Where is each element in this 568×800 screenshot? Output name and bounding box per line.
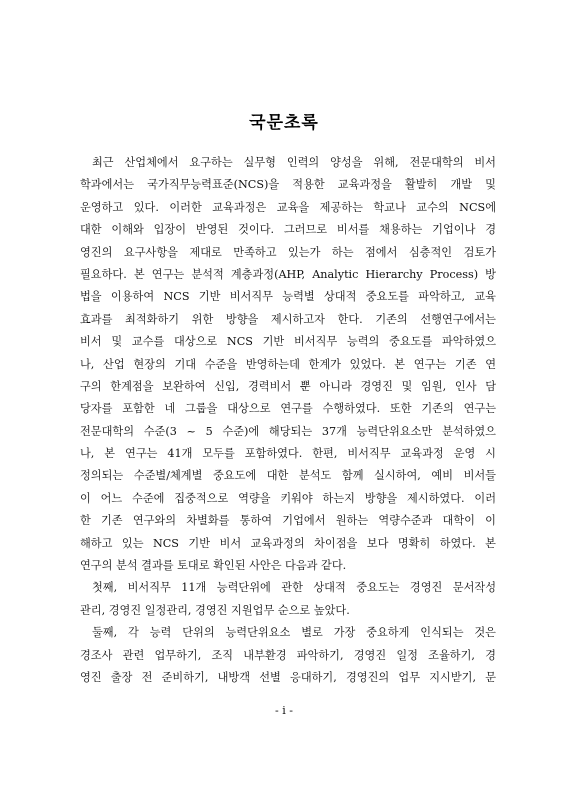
text-line: 학과에서는 국가직무능력표준(NCS)을 적용한 교육과정을 활발히 개발 및 xyxy=(80,178,496,192)
text-line: 당자를 포함한 네 그룹을 대상으로 연구를 수행하였다. 또한 기존의 연구는 xyxy=(80,402,496,416)
text-line: 첫째, 비서직무 11개 능력단위에 관한 상대적 중요도는 경영진 문서작성 xyxy=(92,581,496,595)
text-line: 관리, 경영진 일정관리, 경영진 지원업무 순으로 높았다. xyxy=(80,603,350,617)
text-line: 전문대학의 수준(3 ~ 5 수준)에 해당되는 37개 능력단위요소만 분석하였으 xyxy=(80,424,496,438)
text-line: 경조사 관련 업무하기, 조직 내부환경 파악하기, 경영진 일정 조율하기, 경 xyxy=(80,648,496,662)
text-line: 해하고 있는 NCS 기반 비서 교육과정의 차이점을 보다 명확히 하였다. 본 xyxy=(80,536,496,550)
text-line: 법을 이용하여 NCS 기반 비서직무 능력별 상대적 중요도를 파악하고, 교육 xyxy=(80,290,496,304)
page-number: - i - xyxy=(275,704,293,717)
text-line: 둘째, 각 능력 단위의 능력단위요소 별로 가장 중요하게 인식되는 것은 xyxy=(92,626,496,640)
text-line: 비서 및 교수를 대상으로 NCS 기반 비서직무 능력의 중요도를 파악하였으 xyxy=(80,335,496,349)
text-line: 효과를 최적화하기 위한 방향을 제시하고자 한다. 기존의 선행연구에서는 xyxy=(80,312,496,326)
text-line: 한 기존 연구와의 차별화를 통하여 기업에서 원하는 역량수준과 대학이 이 xyxy=(80,514,496,528)
text-line: 정의되는 수준별/체계별 중요도에 대한 분석도 함께 실시하여, 예비 비서들 xyxy=(80,469,496,483)
text-line: 나, 산업 현장의 기대 수준을 반영하는데 한계가 있었다. 본 연구는 기존 연 xyxy=(80,357,496,371)
text-line: 필요하다. 본 연구는 분석적 계층과정(AHP, Analytic Hierarchy Process) 방 xyxy=(80,267,496,281)
text-line: 구의 한계점을 보완하여 신입, 경력비서 뿐 아니라 경영진 및 임원, 인사 담 xyxy=(80,379,496,393)
text-line: 이 어느 수준에 집중적으로 역량을 키워야 하는지 방향을 제시하였다. 이러 xyxy=(80,491,496,505)
text-line: 대한 이해와 입장이 반영된 것이다. 그러므로 비서를 채용하는 기업이나 경 xyxy=(80,223,496,237)
page-title: 국문초록 xyxy=(249,113,319,133)
abstract-body xyxy=(80,152,496,689)
text-line: 영진 출장 전 준비하기, 내방객 선별 응대하기, 경영진의 업무 지시받기, 문 xyxy=(80,670,496,684)
text-line: 최근 산업체에서 요구하는 실무형 인력의 양성을 위해, 전문대학의 비서 xyxy=(92,156,496,169)
text-line: 나, 본 연구는 41개 모두를 포함하였다. 한편, 비서직무 교육과정 운영 시 xyxy=(80,447,496,461)
text-line: 연구의 분석 결과를 토대로 확인된 사안은 다음과 같다. xyxy=(80,559,347,573)
text-line: 운영하고 있다. 이러한 교육과정은 교육을 제공하는 학교나 교수의 NCS에 xyxy=(80,200,496,214)
text-line: 영진의 요구사항을 제대로 만족하고 있는가 하는 점에서 심층적인 검토가 xyxy=(80,245,496,259)
